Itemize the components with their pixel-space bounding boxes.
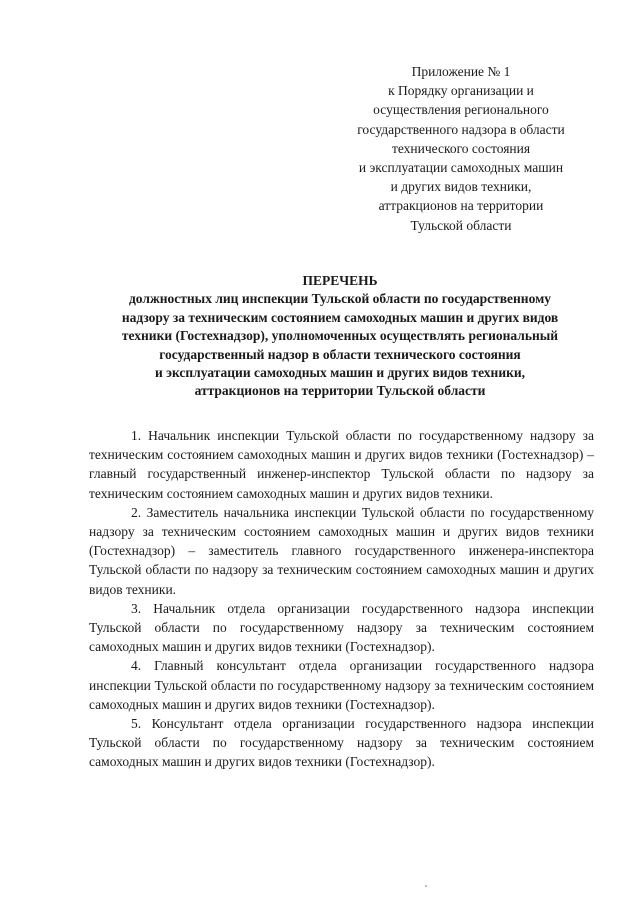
title-line: аттракционов на территории Тульской области <box>194 383 486 399</box>
appendix-line: аттракционов на территории <box>378 198 544 214</box>
appendix-line: и эксплуатации самоходных машин <box>358 160 564 176</box>
scan-dot <box>425 885 427 887</box>
appendix-line: технического состояния <box>391 140 531 156</box>
appendix-line: и других видов техники, <box>390 179 532 195</box>
list-item: 5. Консультант отдела организации государственного надзора инспекции Тульской области по государственному надзору за техническим состоянием самоходных машин и других видов техники (Гостехнадзор). <box>89 716 594 770</box>
document-title <box>80 272 600 401</box>
officials-list <box>89 426 594 772</box>
appendix-line: осуществления регионального <box>373 102 549 118</box>
title-line: должностных лиц инспекции Тульской области по государственному <box>128 291 552 307</box>
appendix-line: государственного надзора в области <box>357 121 565 137</box>
list-item: 2. Заместитель начальника инспекции Тульской области по государственному надзору за техническим состоянием самоходных машин и других видов техники (Гостехнадзор) – заместитель главного государственного инженера-инспектора Тульской области по надзору за техническим состоянием самоходных машин и других видов техники. <box>89 504 594 597</box>
title-line: государственный надзор в области технического состояния <box>159 346 521 362</box>
title-line: техники (Гостехнадзор), уполномоченных осуществлять региональный <box>121 328 559 344</box>
list-item: 4. Главный консультант отдела организации государственного надзора инспекции Тульской области по государственному надзору за техническим состоянием самоходных машин и других видов техники (Гостехнадзор). <box>89 658 594 712</box>
appendix-block <box>332 62 590 235</box>
list-item: 3. Начальник отдела организации государственного надзора инспекции Тульской области по государственному надзору за техническим состоянием самоходных машин и других видов техники (Гостехнадзор). <box>89 600 594 655</box>
list-item: 1. Начальник инспекции Тульской области по государственному надзору за техническим состоянием самоходных машин и других видов техники (Гостехнадзор) – главный государственный инженер-инспектор Тульской области по надзору за техническим состоянием самоходных машин и других видов техники. <box>89 428 594 501</box>
title-heading: ПЕРЕЧЕНЬ <box>302 273 378 288</box>
title-line: и эксплуатации самоходных машин и других видов техники, <box>154 365 526 381</box>
appendix-line: Тульской области <box>410 217 512 233</box>
appendix-line: к Порядку организации и <box>388 83 534 99</box>
appendix-line: Приложение № 1 <box>411 64 511 79</box>
title-line: надзору за техническим состоянием самоходных машин и других видов <box>121 309 559 325</box>
